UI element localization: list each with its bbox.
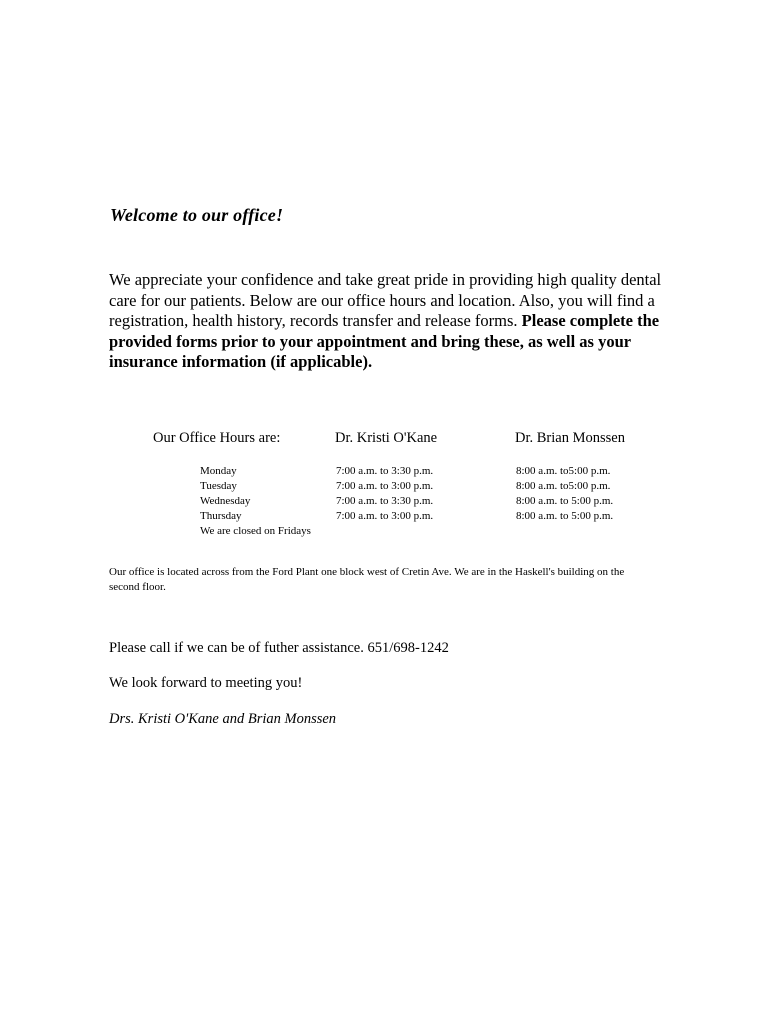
intro-text: We appreciate your confidence and take great pride in providing high quality dental care for our patients. Below are our office hours and location. Also, you will find a registration, health history, records transfer and release forms. xyxy=(109,270,662,330)
hours-cell: 7:00 a.m. to 3:00 p.m. xyxy=(336,510,434,522)
hours-cell: 8:00 a.m. to5:00 p.m. xyxy=(516,480,611,492)
hours-cell: 8:00 a.m. to5:00 p.m. xyxy=(516,465,611,477)
closed-note: We are closed on Fridays xyxy=(200,525,311,537)
day-label: Monday xyxy=(200,465,237,477)
location-paragraph: Our office is located across from the Ford Plant one block west of Cretin Ave. We are in the Haskell's building on the second floor. xyxy=(109,566,625,593)
signature: Drs. Kristi O'Kane and Brian Monssen xyxy=(109,711,337,727)
closing-line: We look forward to meeting you! xyxy=(109,675,303,691)
hours-cell: 7:00 a.m. to 3:00 p.m. xyxy=(336,480,434,492)
office-hours-label: Our Office Hours are: xyxy=(153,430,281,446)
welcome-heading: Welcome to our office! xyxy=(110,205,284,225)
hours-cell: 8:00 a.m. to 5:00 p.m. xyxy=(516,495,614,507)
doctor-2-hours-column xyxy=(516,464,613,524)
hours-cell: 7:00 a.m. to 3:30 p.m. xyxy=(336,495,434,507)
day-label: Thursday xyxy=(200,510,242,522)
call-line: Please call if we can be of futher assistance. 651/698-1242 xyxy=(109,640,449,656)
hours-cell: 8:00 a.m. to 5:00 p.m. xyxy=(516,510,614,522)
day-label: Tuesday xyxy=(200,480,237,492)
doctor-1-hours-column xyxy=(336,464,433,524)
doctor-1-name: Dr. Kristi O'Kane xyxy=(335,430,438,446)
day-label: Wednesday xyxy=(200,495,251,507)
hours-cell: 7:00 a.m. to 3:30 p.m. xyxy=(336,465,434,477)
doctor-2-name: Dr. Brian Monssen xyxy=(515,430,625,446)
intro-instructions: Please complete the provided forms prior to your appointment and bring these, as well as your insurance information (if applicable). xyxy=(109,311,660,371)
intro-paragraph xyxy=(109,270,669,373)
days-column xyxy=(200,464,250,524)
